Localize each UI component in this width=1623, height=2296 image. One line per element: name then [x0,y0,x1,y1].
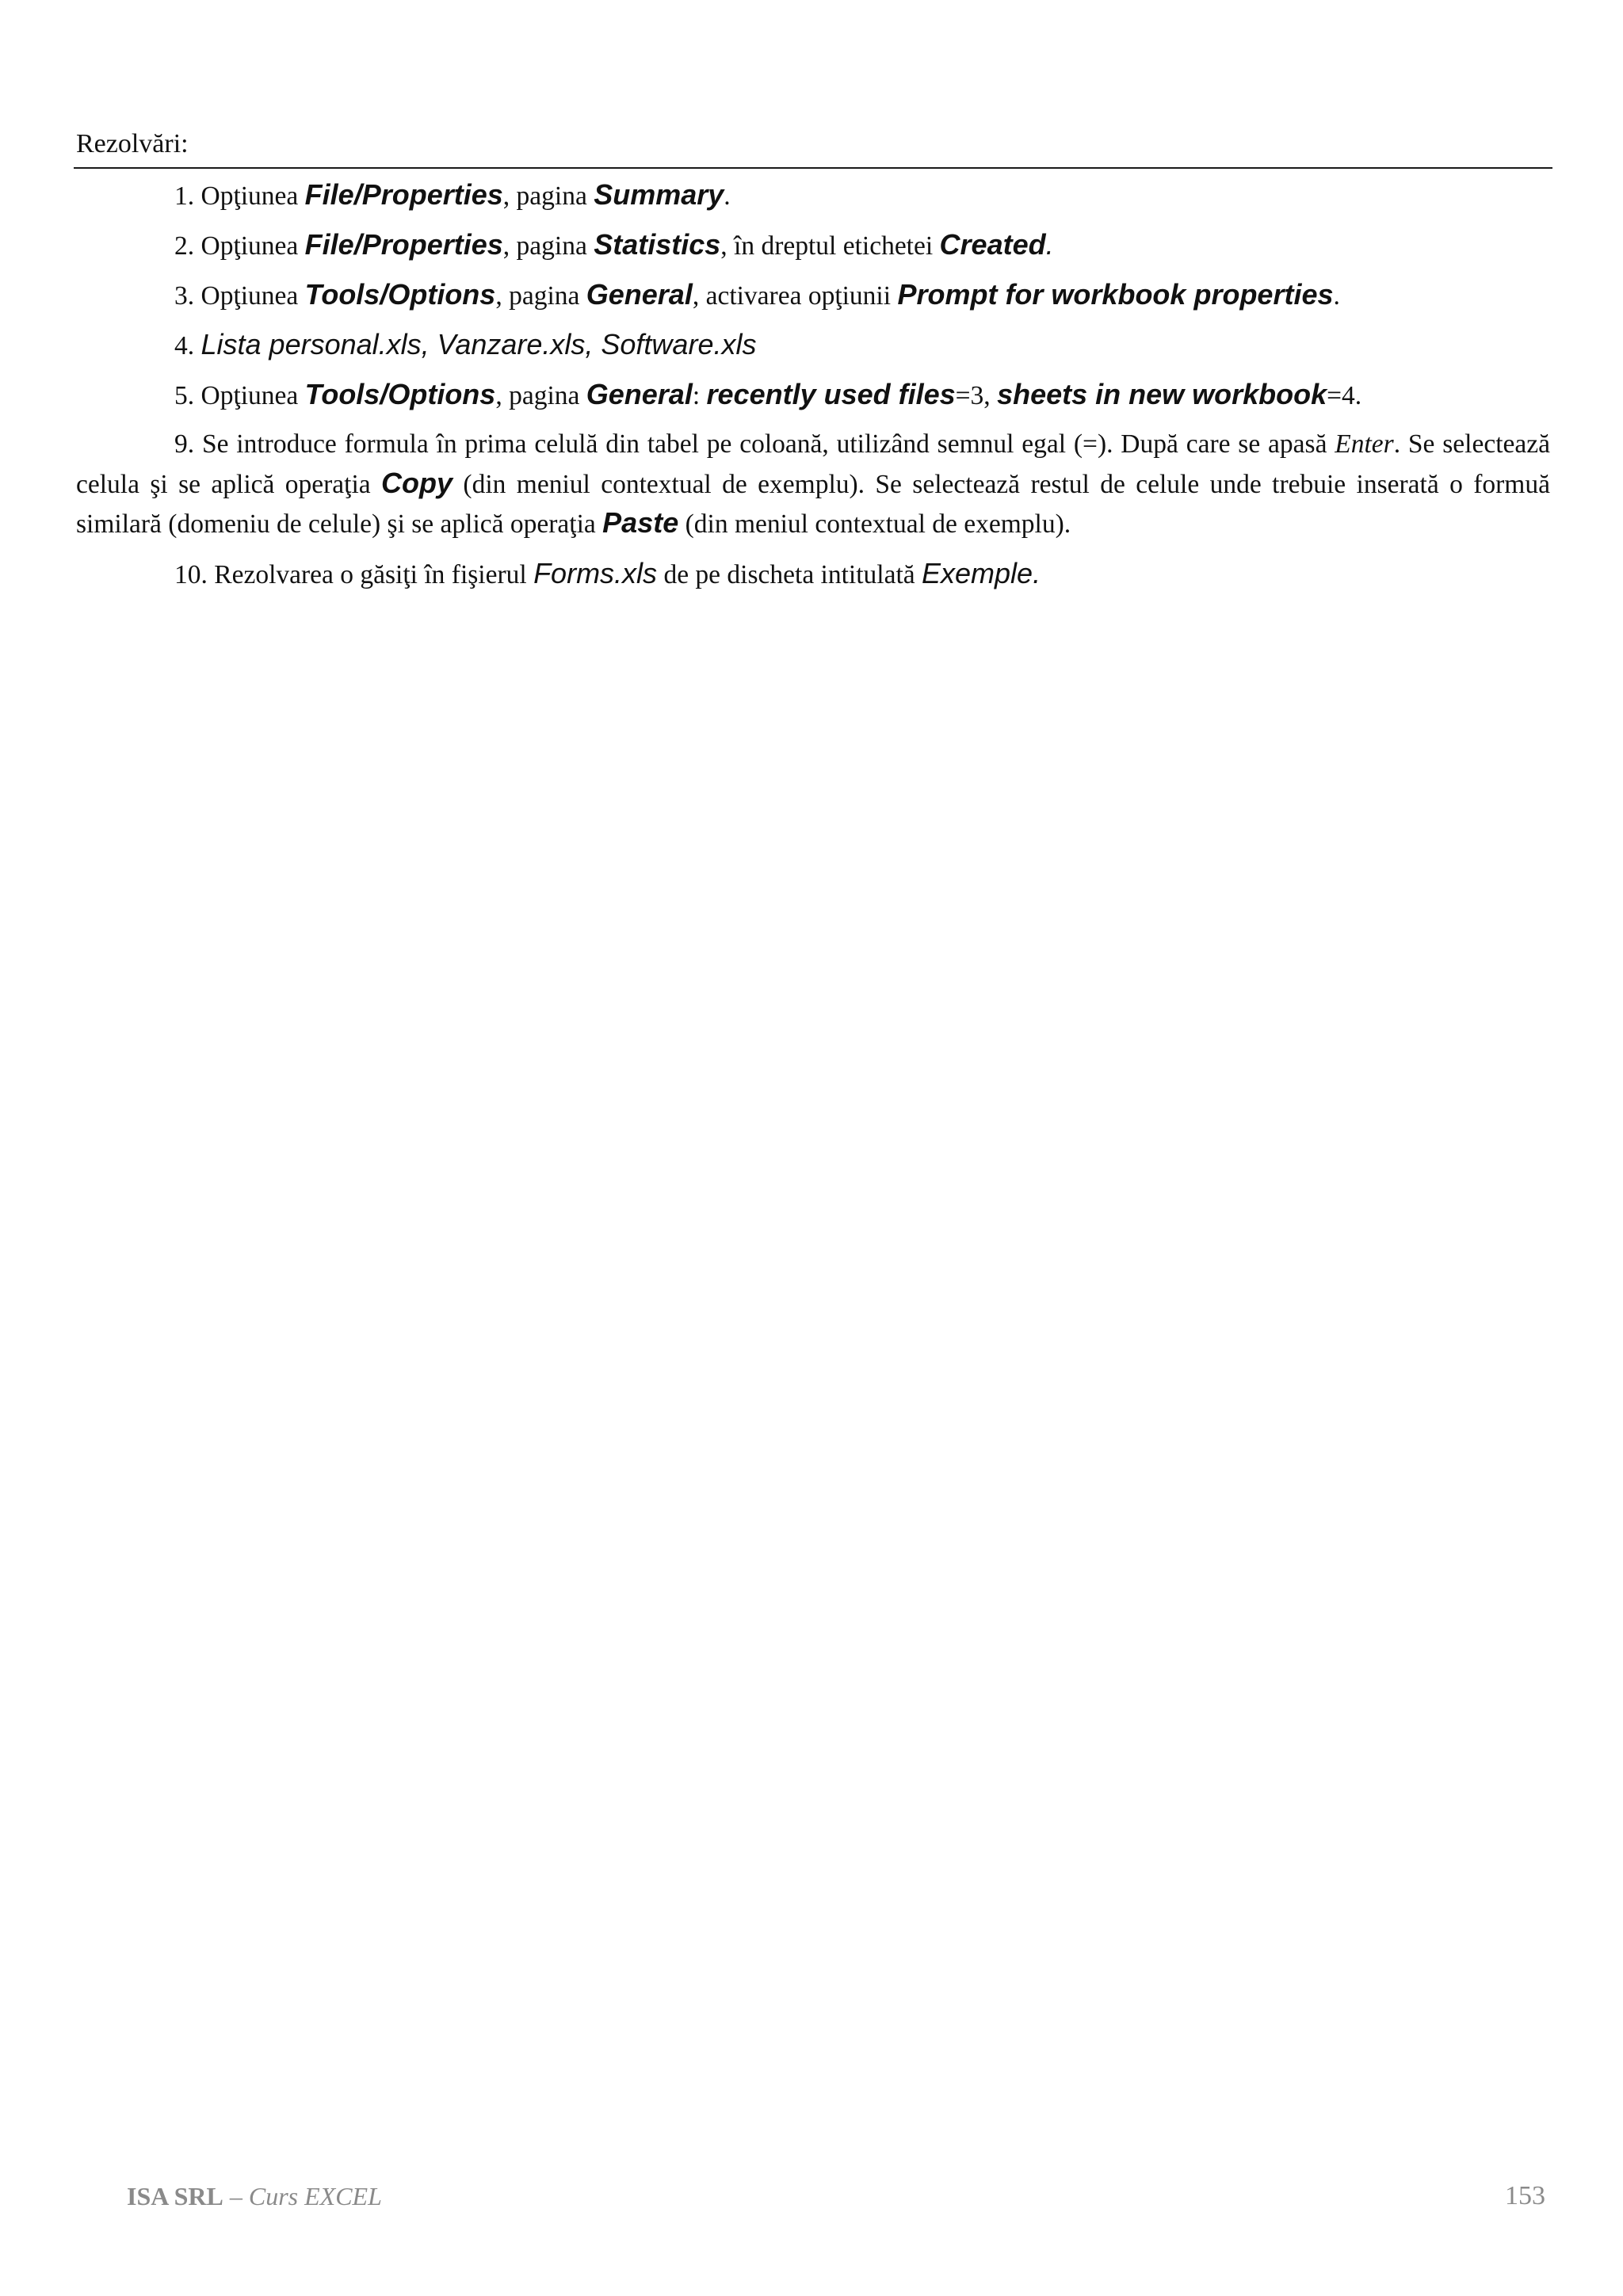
answer-2-text: 2. Opţiunea [174,231,305,261]
answer-4 [76,326,1550,365]
answers-body [76,176,1550,605]
answer-10-text: 10. Rezolvarea o găsiţi în fişierul [174,559,534,589]
answer-9 [76,425,1550,544]
answer-10 [76,555,1550,594]
answer-3-text: , activarea opţiunii [692,281,898,311]
tab-name: General [586,278,693,311]
tab-name: General [586,378,693,410]
answer-2-text: , pagina [502,231,594,261]
file-list: Lista personal.xls, Vanzare.xls, Software.xls [200,328,757,360]
answer-1-text: . [724,181,731,211]
label-name: Created [939,228,1046,261]
answer-9-text: 9. Se introduce formula în prima celulă din tabel pe coloană, utilizând semnul egal (=). După care se apasă [174,429,1335,459]
answer-5-text: : [692,381,707,410]
option-name: sheets in new workbook [997,378,1327,410]
menu-path: Tools/Options [304,278,496,311]
answer-5-text: =3, [955,381,998,410]
answer-9-text: (din meniul contextual de exemplu). Se selectează restul de celule unde trebuie inserată o formuă similară (domeniu de celule) şi se aplică operaţia [76,469,1550,539]
answer-3 [76,276,1550,315]
answer-1 [76,176,1550,215]
answer-10-text: de pe discheta intitulată [657,559,922,589]
option-name: recently used files [706,378,956,410]
answer-3-text: . [1333,281,1340,311]
answer-2-text: , în dreptul etichetei [720,231,940,261]
menu-path: Tools/Options [304,378,496,410]
heading-rule [74,167,1552,169]
answer-10-text: . [1033,556,1041,589]
section-heading: Rezolvări: [76,129,189,158]
answer-5-text: =4. [1327,381,1362,410]
operation-name: Copy [381,466,453,499]
tab-name: Summary [594,178,724,211]
answer-5-text: 5. Opţiunea [174,381,305,410]
answer-4-text: 4. [174,331,201,360]
tab-name: Statistics [594,228,721,261]
answer-5 [76,376,1550,415]
answer-2 [76,226,1550,265]
answer-3-text: , pagina [495,281,586,311]
disk-name: Exemple [922,556,1033,589]
footer-separator: – [223,2182,249,2210]
file-name: Forms.xls [533,556,658,589]
answer-9-text: . Se selectează celula şi se aplică operaţia [76,429,1550,499]
menu-path: File/Properties [304,178,503,211]
page-number: 153 [1505,2181,1545,2210]
key-name: Enter [1335,429,1394,459]
answer-3-text: 3. Opţiunea [174,281,305,311]
footer-course: Curs EXCEL [248,2182,382,2210]
option-name: Prompt for workbook properties [897,278,1334,311]
operation-name: Paste [602,506,679,539]
menu-path: File/Properties [304,228,503,261]
answer-9-text: (din meniul contextual de exemplu). [678,509,1071,539]
answer-1-text: 1. Opţiunea [174,181,305,211]
page-footer [127,2180,382,2212]
footer-org: ISA SRL [127,2182,223,2210]
answer-1-text: , pagina [502,181,594,211]
answer-2-text: . [1045,228,1054,261]
answer-5-text: , pagina [495,381,586,410]
